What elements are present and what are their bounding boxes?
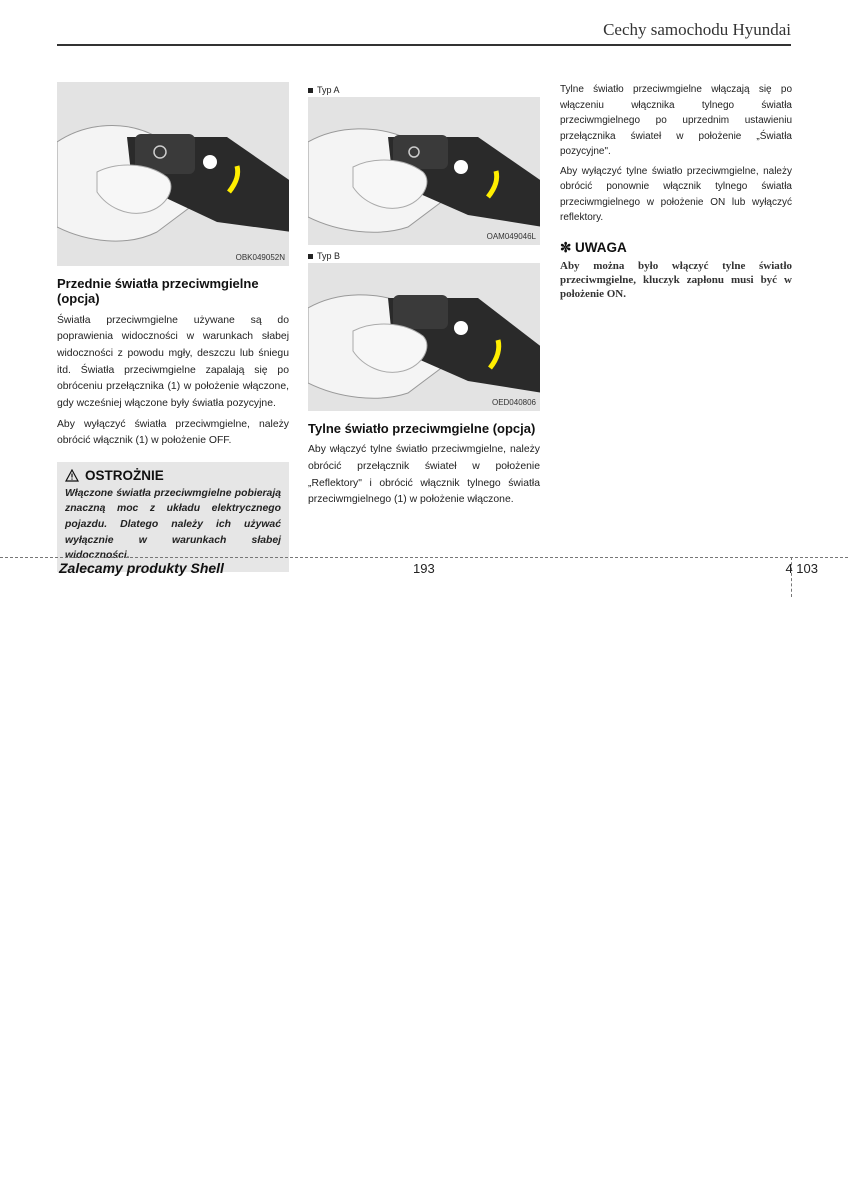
footer-section-page: 4 103 (785, 561, 818, 576)
note-title: ✼ UWAGA (560, 239, 627, 255)
section-heading-rear-fog: Tylne światło przeciwmgielne (opcja) (308, 421, 536, 436)
image-code: OAM049046L (486, 232, 536, 241)
column-3 (560, 82, 792, 301)
page-header-title: Cechy samochodu Hyundai (603, 20, 791, 39)
footer-slogan: Zalecamy produkty Shell (59, 560, 224, 576)
image-code: OED040806 (491, 398, 536, 407)
column-2 (308, 85, 540, 513)
footer-divider (0, 557, 848, 558)
footer-page-number: 193 (413, 561, 435, 576)
paragraph: Światła przeciwmgielne używane są do poprawienia widoczności w warunkach słabej widoczności z powodu mgły, deszczu lub śniegu itd. Światła przeciwmgielne zapalają się po obróceniu przełącznika (1) w położenie włączone, gdy wcześniej włączone były światła pozycyjne. (57, 314, 289, 409)
rear-fog-type-b-illustration (308, 263, 540, 411)
caution-text: Włączone światła przeciwmgielne pobierają znaczną moc z układu elektrycznego pojazdu. Dlatego należy ich używać wyłącznie w warunkach słabej widoczności. (65, 487, 281, 562)
hand-on-stalk-image (57, 82, 289, 266)
header-rule (57, 44, 791, 46)
warning-triangle-icon (65, 469, 79, 482)
image-code: OBK049052N (235, 253, 285, 262)
paragraph: Aby wyłączyć światła przeciwmgielne, należy obrócić włącznik (1) w położenie OFF. (57, 418, 289, 447)
caution-box (57, 462, 289, 572)
paragraph: Aby wyłączyć tylne światło przeciwmgielne, należy obrócić ponownie włącznik tylnego światła przeciwmgielnego w położenie ON lub wyłączyć reflektory. (560, 165, 792, 223)
note-text: Aby można było włączyć tylne światło przeciwmgielne, kluczyk zapłonu musi być w położenie ON. (560, 259, 792, 301)
paragraph: Tylne światło przeciwmgielne włączają się po włączeniu włącznika tylnego światła przeciwmgielnego po uprzednim ustawieniu przełącznika świateł w położenie „Światła pozycyjne". (560, 84, 792, 157)
caution-title: OSTROŻNIE (85, 467, 164, 483)
hand-on-stalk-image (308, 97, 540, 245)
fog-light-front-illustration (57, 82, 289, 266)
section-heading-front-fog: Przednie światła przeciwmgielne (opcja) (57, 276, 259, 307)
column-1 (57, 82, 289, 572)
paragraph: Aby włączyć tylne światło przeciwmgielne, należy obrócić przełącznik świateł w położenie „Reflektory" i obrócić włącznik tylnego światła przeciwmgielnego (1) w położenie włączone. (308, 444, 540, 506)
rear-fog-type-a-illustration (308, 97, 540, 245)
hand-on-stalk-image (308, 263, 540, 411)
caution-header (65, 468, 281, 483)
type-b-text: Typ B (317, 251, 341, 261)
type-a-label (308, 85, 540, 95)
type-b-label (308, 251, 540, 261)
type-a-text: Typ A (317, 85, 340, 95)
